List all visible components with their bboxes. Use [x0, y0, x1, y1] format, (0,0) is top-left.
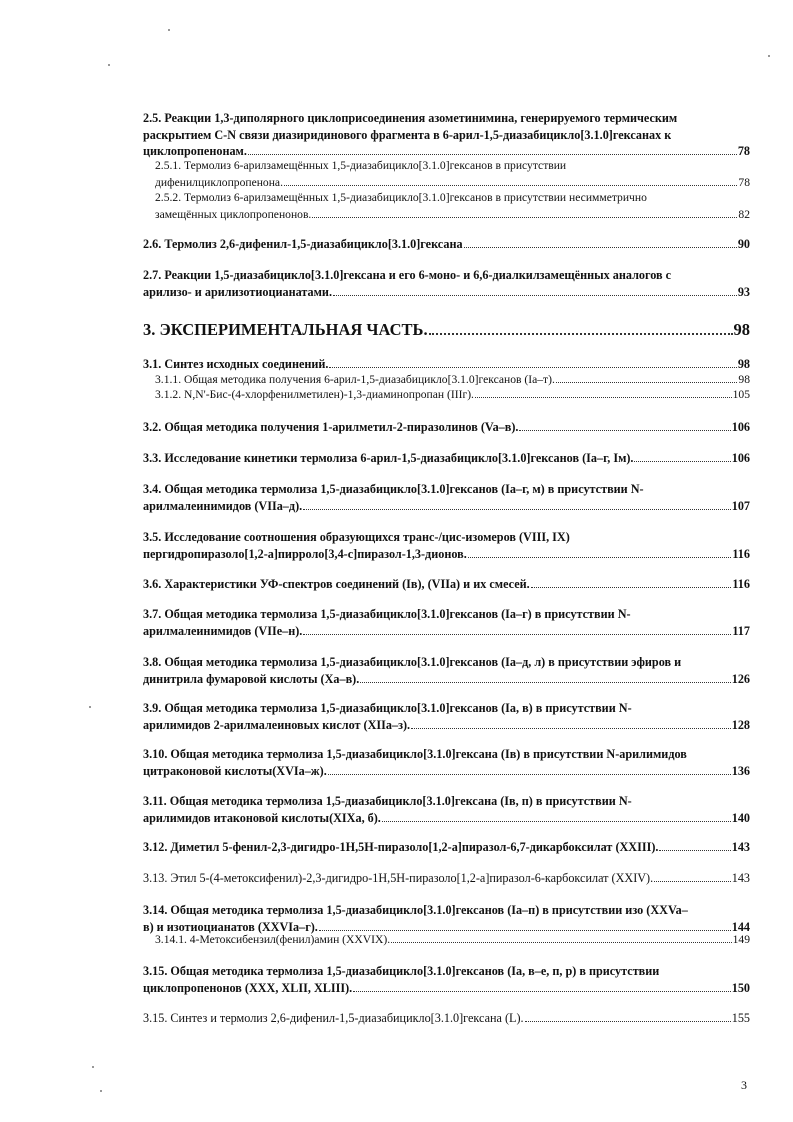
toc-entry-2-6[interactable]: [143, 236, 750, 253]
toc-line: 3.6. Характеристики УФ-спектров соединений (Iв), (VIIa) и их смесей. 116: [143, 577, 750, 591]
page-ref: 98: [733, 320, 750, 339]
toc-line: 3.15. Синтез и термолиз 2,6-дифенил-1,5-диазабицикло[3.1.0]гексана (L). 155: [143, 1011, 750, 1025]
page-ref: 107: [731, 498, 750, 513]
scan-speck: [92, 1066, 94, 1068]
page-ref: 128: [731, 717, 750, 732]
leader-dots: [303, 634, 731, 635]
scan-speck: [168, 29, 170, 31]
scan-speck: [768, 55, 770, 57]
toc-line: циклопропенонам. 78: [143, 144, 750, 158]
page-ref: 82: [738, 207, 750, 221]
toc-line: динитрила фумаровой кислоты (Xa–в). 126: [143, 671, 750, 686]
leader-dots: [382, 821, 731, 822]
leader-dots: [353, 991, 731, 992]
leader-dots: [312, 217, 737, 218]
page-ref: 143: [731, 871, 750, 885]
scan-speck: [108, 64, 110, 66]
leader-dots: [659, 850, 730, 851]
toc-entry-3-11[interactable]: [143, 793, 750, 826]
leader-dots: [464, 247, 737, 248]
toc-line: 3.11. Общая методика термолиза 1,5-диазабицикло[3.1.0]гексана (Iв, п) в присутствии N-: [143, 794, 632, 808]
toc-entry-3-5[interactable]: [143, 529, 750, 562]
page-ref: 149: [732, 933, 750, 946]
page-ref: 116: [732, 577, 750, 591]
scan-speck: [89, 706, 91, 708]
leader-dots: [519, 430, 730, 431]
toc-line: циклопропенонов (XXX, XLII, XLIII). 150: [143, 980, 750, 995]
page-ref: 136: [731, 763, 750, 778]
toc-line: 3.3. Исследование кинетики термолиза 6-арил-1,5-диазабицикло[3.1.0]гексанов (Ia–г, Iм). 106: [143, 451, 750, 465]
toc-line: 3.15. Общая методика термолиза 1,5-диазабицикло[3.1.0]гексанов (Ia, в–е, п, р) в присутствии: [143, 964, 660, 978]
toc-entry-3-6[interactable]: [143, 576, 750, 593]
leader-dots: [654, 881, 731, 882]
toc-line: 3.7. Общая методика термолиза 1,5-диазабицикло[3.1.0]гексанов (Ia–г) в присутствии N-: [143, 607, 631, 621]
page-ref: 90: [737, 237, 750, 251]
toc-entry-3-12[interactable]: [143, 839, 750, 856]
toc-line: 2.7. Реакции 1,5-диазабицикло[3.1.0]гексана и его 6-моно- и 6,6-диалкилзамещённых аналогов с: [143, 268, 672, 282]
toc-line: 3.1.2. N,N'-Бис-(4-хлорфенилметилен)-1,3-диаминопропан (IIIг). 105: [155, 387, 750, 404]
toc-line: раскрытием C-N связи диазиридинового фрагмента в 6-арил-1,5-диазабицикло[3.1.0]гексанах к: [143, 127, 672, 142]
page-ref: 106: [731, 420, 750, 434]
toc-line: 3.1. Синтез исходных соединений. 98: [143, 357, 750, 371]
toc-line: арилимидов итаконовой кислоты(XIXa, б). 140: [143, 810, 750, 825]
toc-line: арилизо- и арилизотиоцианатами. 93: [143, 284, 750, 299]
page-ref: 155: [731, 1011, 750, 1025]
toc-entry-3-1[interactable]: [143, 356, 750, 373]
toc-entry-2-5[interactable]: [143, 110, 750, 160]
toc-line: дифенилциклопропенона. 78: [155, 175, 750, 192]
leader-dots: [556, 382, 738, 383]
page-ref: 93: [737, 284, 750, 299]
toc-entry-3-7[interactable]: [143, 606, 750, 639]
page-ref: 98: [737, 357, 750, 371]
toc-line: замещённых циклопропенонов. 82: [155, 207, 750, 224]
toc-line: 3.9. Общая методика термолиза 1,5-диазабицикло[3.1.0]гексанов (Ia, в) в присутствии N-: [143, 701, 632, 715]
toc-entry-2-7[interactable]: [143, 267, 750, 300]
page-ref: 98: [738, 373, 750, 386]
toc-line: арилмалеинимидов (VIIa–д). 107: [143, 498, 750, 513]
page-ref: 140: [731, 810, 750, 825]
toc-entry-3-9[interactable]: [143, 700, 750, 733]
leader-dots: [333, 295, 737, 296]
toc-entry-2-5-2[interactable]: [155, 190, 750, 223]
page-ref: 144: [731, 919, 750, 934]
leader-dots: [329, 367, 736, 368]
toc-line: 3.2. Общая методика получения 1-арилметил-2-пиразолинов (Va–в). 106: [143, 420, 750, 434]
toc-entry-3-10[interactable]: [143, 746, 750, 779]
page-ref: 117: [732, 623, 750, 638]
toc-entry-3-3[interactable]: [143, 450, 750, 467]
toc-line: 2.5.1. Термолиз 6-арилзамещённых 1,5-диазабицикло[3.1.0]гексанов в присутствии: [155, 159, 567, 172]
toc-line: 2.5.2. Термолиз 6-арилзамещённых 1,5-диазабицикло[3.1.0]гексанов в присутствии несимметрично: [155, 191, 647, 204]
leader-dots: [360, 682, 730, 683]
leader-dots: [319, 930, 731, 931]
toc-line: в) и изотиоцианатов (XXVIa–г). 144: [143, 919, 750, 934]
page-ref: 106: [731, 451, 750, 465]
toc-entry-2-5-1[interactable]: [155, 158, 750, 191]
toc-chapter-3[interactable]: [143, 320, 750, 340]
page-ref: 116: [732, 546, 750, 561]
leader-dots: [531, 587, 732, 588]
scan-speck: [100, 1090, 102, 1092]
page-ref: 105: [732, 388, 750, 401]
leader-dots: [411, 728, 731, 729]
toc-line: 3.4. Общая методика термолиза 1,5-диазабицикло[3.1.0]гексанов (Ia–г, м) в присутствии N-: [143, 482, 644, 496]
toc-entry-3-8[interactable]: [143, 654, 750, 687]
toc-line: 3.14. Общая методика термолиза 1,5-диазабицикло[3.1.0]гексанов (Ia–п) в присутствии изо (XXVa–: [143, 903, 688, 917]
leader-dots: [303, 509, 731, 510]
toc-entry-3-14[interactable]: [143, 902, 750, 935]
toc-line: 3. ЭКСПЕРИМЕНТАЛЬНАЯ ЧАСТЬ. 98: [143, 320, 750, 339]
toc-entry-3-1-2[interactable]: [155, 387, 750, 404]
toc-entry-3-4[interactable]: [143, 481, 750, 514]
toc-entry-3-13[interactable]: [143, 870, 750, 887]
toc-entry-3-14-1[interactable]: [155, 932, 750, 949]
toc-line: пергидропиразоло[1,2-a]пирроло[3,4-c]пиразол-1,3-дионов. 116: [143, 546, 750, 561]
page-ref: 78: [738, 175, 750, 189]
leader-dots: [248, 154, 737, 155]
toc-entry-3-15-b[interactable]: [143, 1010, 750, 1027]
leader-dots: [525, 1021, 731, 1022]
toc-line: 3.10. Общая методика термолиза 1,5-диазабицикло[3.1.0]гексана (Iв) в присутствии N-арилимидов: [143, 747, 687, 761]
page-ref: 126: [731, 671, 750, 686]
leader-dots: [391, 942, 731, 943]
toc-line: цитраконовой кислоты(XVIa–ж). 136: [143, 763, 750, 778]
page-ref: 78: [737, 144, 750, 158]
toc-line: арилмалеинимидов (VIIe–н). 117: [143, 623, 750, 638]
toc-line: 3.1.1. Общая методика получения 6-арил-1,5-диазабицикло[3.1.0]гексанов (Ia–т). 98: [155, 372, 750, 389]
toc-line: арилимидов 2-арилмалеиновых кислот (XIIa–з). 128: [143, 717, 750, 732]
leader-dots: [429, 333, 733, 335]
page-number: 3: [741, 1078, 747, 1092]
toc-line: 2.5. Реакции 1,3-диполярного циклоприсоединения азометинимина, генерируемого термическим: [143, 111, 678, 125]
leader-dots: [468, 557, 732, 558]
leader-dots: [634, 461, 730, 462]
toc-entry-3-2[interactable]: [143, 419, 750, 436]
toc-line: 3.13. Этил 5-(4-метоксифенил)-2,3-дигидро-1H,5H-пиразоло[1,2-a]пиразол-6-карбоксилат (XXIV). 143: [143, 871, 750, 885]
toc-line: 3.12. Диметил 5-фенил-2,3-дигидро-1H,5H-пиразоло[1,2-a]пиразол-6,7-дикарбоксилат (XXIII). 143: [143, 840, 750, 854]
page-ref: 143: [731, 840, 750, 854]
leader-dots: [475, 397, 732, 398]
toc-line: 3.8. Общая методика термолиза 1,5-диазабицикло[3.1.0]гексанов (Ia–д, л) в присутствии эфиров и: [143, 655, 682, 669]
toc-line: 2.6. Термолиз 2,6-дифенил-1,5-диазабицикло[3.1.0]гексана 90: [143, 237, 750, 251]
toc-line: 3.14.1. 4-Метоксибензил(фенил)амин (XXVIX). 149: [155, 932, 750, 949]
leader-dots: [284, 185, 737, 186]
page-ref: 150: [731, 980, 750, 995]
toc-entry-3-15[interactable]: [143, 963, 750, 996]
leader-dots: [328, 774, 731, 775]
toc-line: 3.5. Исследование соотношения образующихся транс-/цис-изомеров (VIII, IX): [143, 530, 570, 544]
